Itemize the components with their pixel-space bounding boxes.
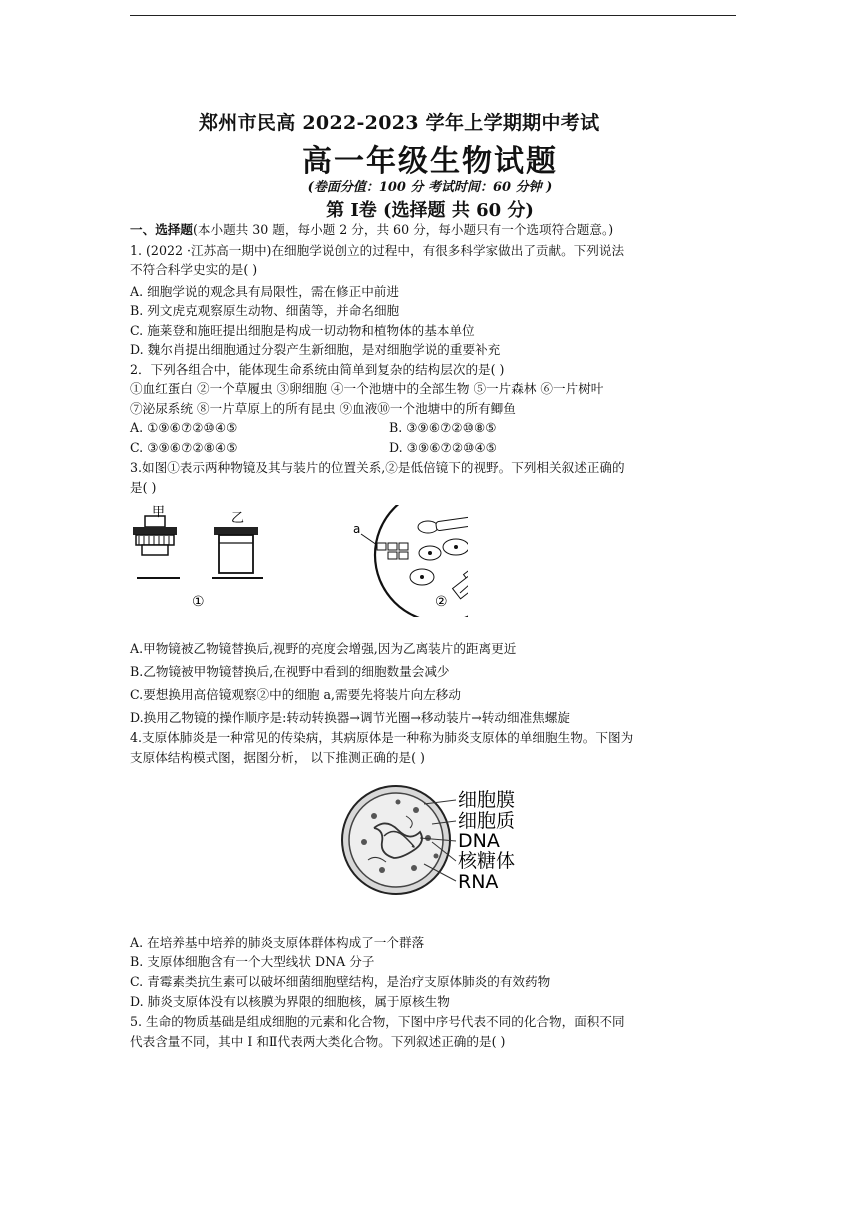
top-rule <box>130 15 736 16</box>
q4-option-c: C. 青霉素类抗生素可以破坏细菌细胞壁结构，是治疗支原体肺炎的有效药物 <box>130 974 551 989</box>
exam-school-title: 郑州市民高 2022-2023 学年上学期期中考试 <box>199 112 600 134</box>
label-jia: 甲 <box>152 505 166 520</box>
label-ribosome: 核糖体 <box>458 850 516 872</box>
q3-stem-line1: 3.如图①表示两种物镜及其与装片的位置关系,②是低倍镜下的视野。下列相关叙述正确的 <box>130 460 625 475</box>
q3-option-a: A.甲物镜被乙物镜替换后,视野的亮度会增强,因为乙离装片的距离更近 <box>130 641 517 656</box>
label-yi: 乙 <box>231 511 245 526</box>
q1-stem-line2: 不符合科学史实的是( ) <box>130 262 258 277</box>
q2-stem-line1: 2．下列各组合中，能体现生命系统由简单到复杂的结构层次的是( ) <box>130 362 505 377</box>
q3-stem-line2: 是( ) <box>130 480 157 495</box>
q2-stem-line2: ①血红蛋白 ②一个草履虫 ③卵细胞 ④一个池塘中的全部生物 ⑤一片森林 ⑥一片树叶 <box>130 381 604 396</box>
q1-option-c: C. 施莱登和施旺提出细胞是构成一切动物和植物体的基本单位 <box>130 323 475 338</box>
fig-caption-2: ② <box>435 594 448 610</box>
q5-stem-line1: 5. 生命的物质基础是组成细胞的元素和化合物，下图中序号代表不同的化合物，面积不同 <box>130 1014 625 1029</box>
q2-option-a: A. ①⑨⑥⑦②⑩④⑤ <box>130 420 238 435</box>
section-note: (本小题共 30 题，每小题 2 分，共 60 分，每小题只有一个选项符合题意。) <box>192 222 614 237</box>
label-cytoplasm: 细胞质 <box>458 810 516 832</box>
q2-stem-line3: ⑦泌尿系统 ⑧一片草原上的所有昆虫 ⑨血液⑩一个池塘中的所有鲫鱼 <box>130 401 516 416</box>
section-label: 一、选择题 <box>130 222 193 237</box>
q3-option-d: D.换用乙物镜的操作顺序是:转动转换器→调节光圈→移动装片→转动细准焦螺旋 <box>130 710 570 725</box>
label-rna: RNA <box>458 871 499 893</box>
score-time-line: (卷面分值：100 分 考试时间：60 分钟 ) <box>307 180 553 195</box>
q1-stem-line1: 1. (2022 ·江苏高一期中)在细胞学说创立的过程中，有很多科学家做出了贡献。下列说法 <box>130 243 625 258</box>
label-dna: DNA <box>458 830 500 852</box>
field-cells <box>361 516 468 599</box>
q1-option-d: D. 魏尔肖提出细胞通过分裂产生新细胞，是对细胞学说的重要补充 <box>130 342 501 357</box>
q2-option-d: D. ③⑨⑥⑦②⑩④⑤ <box>389 440 497 455</box>
fig-caption-1: ① <box>192 594 205 610</box>
q3-option-b: B.乙物镜被甲物镜替换后,在视野中看到的细胞数量会减少 <box>130 664 450 679</box>
q2-option-b: B. ③⑨⑥⑦②⑩⑧⑤ <box>389 420 497 435</box>
q1-option-a: A. 细胞学说的观念具有局限性，需在修正中前进 <box>130 284 399 299</box>
q3-figure <box>128 505 468 617</box>
q3-option-c: C.要想换用高倍镜观察②中的细胞 a,需要先将装片向左移动 <box>130 687 461 702</box>
label-membrane: 细胞膜 <box>458 789 516 811</box>
objective-yi <box>212 527 263 578</box>
q4-stem-line2: 支原体结构模式图，据图分析， 以下推测正确的是( ) <box>130 750 425 765</box>
q5-stem-line2: 代表含量不同，其中 I 和Ⅱ代表两大类化合物。下列叙述正确的是( ) <box>130 1034 506 1049</box>
q4-option-b: B. 支原体细胞含有一个大型线状 DNA 分子 <box>130 954 375 969</box>
q1-option-b: B. 列文虎克观察原生动物、细菌等，并命名细胞 <box>130 303 400 318</box>
objective-jia <box>133 516 180 578</box>
section-heading <box>130 221 613 239</box>
q4-figure <box>336 780 536 898</box>
exam-subject-title: 高一年级生物试题 <box>302 144 558 179</box>
q4-option-d: D. 肺炎支原体没有以核膜为界限的细胞核，属于原核生物 <box>130 994 450 1009</box>
q4-option-a: A. 在培养基中培养的肺炎支原体群体构成了一个群落 <box>130 935 425 950</box>
mycoplasma-cell <box>342 786 450 894</box>
volume-title: 第 I卷 (选择题 共 60 分) <box>326 200 534 221</box>
q2-option-c: C. ③⑨⑥⑦②⑧④⑤ <box>130 440 238 455</box>
label-a: a <box>353 522 361 536</box>
q4-stem-line1: 4.支原体肺炎是一种常见的传染病，其病原体是一种称为肺炎支原体的单细胞生物。下图为 <box>130 730 634 745</box>
